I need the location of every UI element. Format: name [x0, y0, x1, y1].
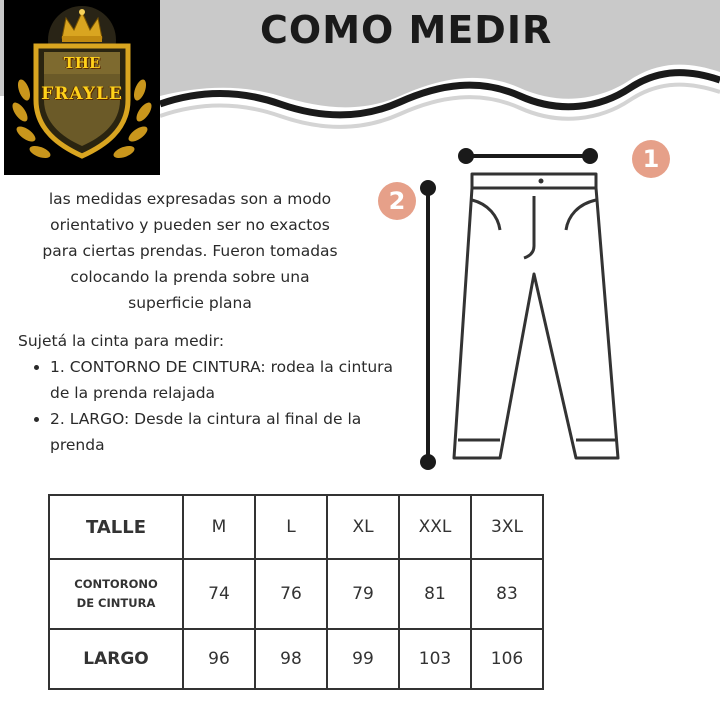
intro-paragraph	[6, 186, 374, 316]
row-label-line: CONTORONO	[74, 577, 158, 591]
instruction-item: • 1. CONTORNO DE CINTURA: rodea la cintura de la prenda relajada	[50, 354, 398, 406]
intro-line: para ciertas prendas. Fueron tomadas	[42, 242, 338, 260]
page-title: COMO MEDIR	[260, 8, 553, 52]
table-header-talle: TALLE	[49, 495, 183, 559]
table-cell: 99	[327, 629, 399, 689]
row-label-cintura	[49, 559, 183, 629]
table-cell: 83	[471, 559, 543, 629]
table-row	[49, 629, 543, 689]
table-cell: 76	[255, 559, 327, 629]
instruction-item: • 2. LARGO: Desde la cintura al final de la prenda	[50, 406, 398, 458]
table-cell: 79	[327, 559, 399, 629]
table-header-row	[49, 495, 543, 559]
table-header-size: M	[183, 495, 255, 559]
logo-text-the: THE	[63, 54, 101, 72]
logo-text-frayle: FRAYLE	[41, 84, 123, 104]
table-cell: 103	[399, 629, 471, 689]
table-cell: 81	[399, 559, 471, 629]
measure-line-icon	[420, 180, 436, 470]
measure-line-icon	[458, 148, 598, 164]
table-cell: 96	[183, 629, 255, 689]
table-cell: 98	[255, 629, 327, 689]
table-header-size: 3XL	[471, 495, 543, 559]
intro-line: superficie plana	[128, 294, 252, 312]
table-header-size: XXL	[399, 495, 471, 559]
instructions-heading: Sujetá la cinta para medir:	[18, 332, 225, 350]
table-header-size: XL	[327, 495, 399, 559]
instructions	[18, 328, 398, 458]
instructions-list	[18, 354, 398, 458]
jeans-icon	[454, 174, 618, 458]
size-table	[48, 494, 544, 690]
jeans-diagram	[400, 140, 630, 480]
table-cell: 74	[183, 559, 255, 629]
brand-logo	[4, 0, 160, 175]
intro-line: las medidas expresadas son a modo	[48, 190, 332, 208]
table-row	[49, 559, 543, 629]
badge-length-number: 2	[378, 182, 416, 220]
intro-line: orientativo y pueden ser no exactos	[50, 216, 330, 234]
intro-line: colocando la prenda sobre una	[70, 268, 310, 286]
table-cell: 106	[471, 629, 543, 689]
table-header-size: L	[255, 495, 327, 559]
badge-waist-number: 1	[632, 140, 670, 178]
row-label-line: DE CINTURA	[76, 596, 156, 610]
row-label-largo: LARGO	[49, 629, 183, 689]
